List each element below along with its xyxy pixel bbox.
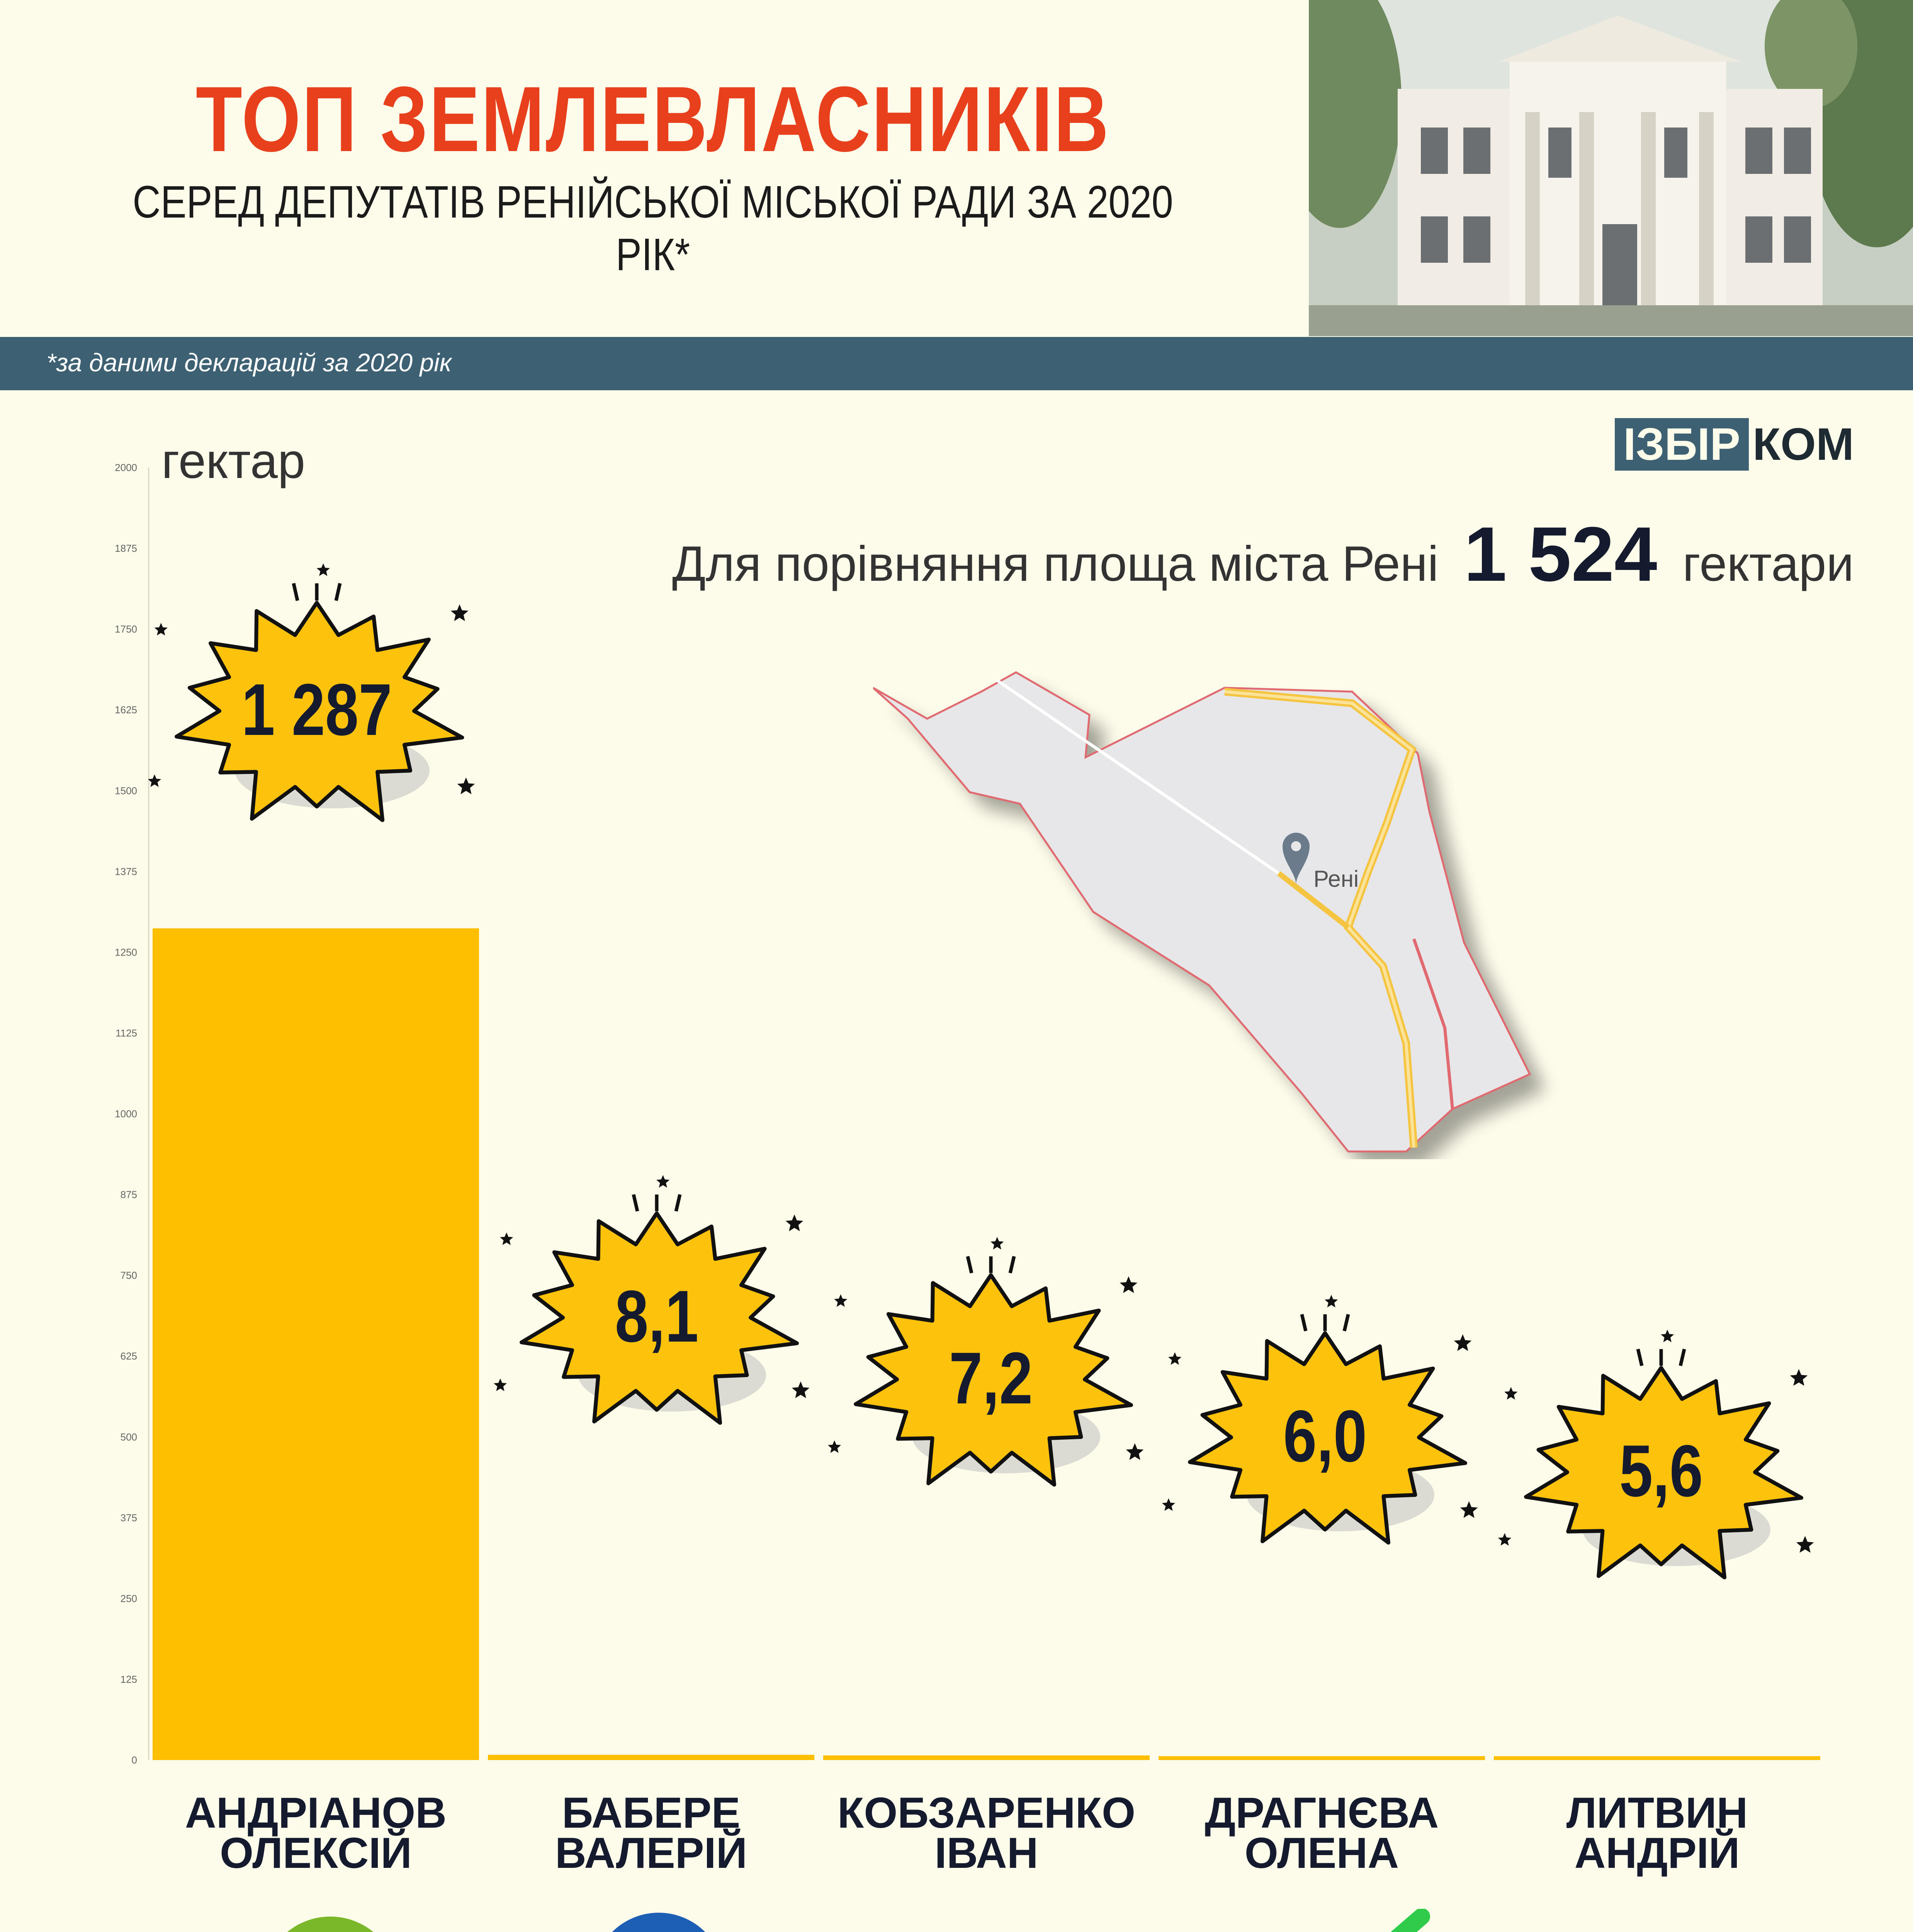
sparkle-icon <box>1504 1387 1517 1400</box>
sparkle-icon <box>494 1379 507 1391</box>
sparkle-icon <box>451 604 469 621</box>
sparkle-icon <box>148 774 161 787</box>
bar <box>1494 1756 1820 1760</box>
y-tick-label: 1875 <box>115 543 137 554</box>
infographic-subtitle: СЕРЕД ДЕПУТАТІВ РЕНІЙСЬКОЇ МІСЬКОЇ РАДИ ЗА 2020 РІК* <box>133 177 1173 280</box>
sparkle-icon <box>1454 1334 1472 1351</box>
category-label-line: ІВАН <box>934 1829 1038 1877</box>
map-city-label: Рені <box>1313 866 1359 892</box>
party-logo-sunflower <box>591 1911 726 1932</box>
bar <box>823 1755 1150 1760</box>
bar <box>1159 1756 1485 1760</box>
sparkle-icon <box>834 1294 847 1307</box>
y-axis-unit-label: гектар <box>161 434 306 489</box>
sparkle-icon <box>1120 1276 1138 1293</box>
party-logo-checkmark <box>1286 1909 1433 1932</box>
category-label-line: БАБЕРЕ ВАЛЕРІЙ <box>555 1789 748 1877</box>
comparison-prefix: Для порівняння площа міста Рені <box>672 536 1439 592</box>
category-label-line: АНДРІАНОВ <box>185 1789 447 1837</box>
sparkle-icon <box>656 1175 669 1188</box>
sparkle-icon <box>1168 1352 1181 1365</box>
bar <box>153 928 479 1760</box>
category-label <box>821 1789 1153 1877</box>
y-tick-label: 1250 <box>115 946 137 958</box>
category-label-line: ОЛЕНА <box>1244 1829 1399 1877</box>
sparkle-icon <box>792 1381 810 1398</box>
category-label <box>1491 1789 1823 1877</box>
comparison-suffix: гектари <box>1682 536 1854 592</box>
logo-part-1: ІЗБІР <box>1615 418 1749 471</box>
y-tick-label: 250 <box>120 1592 137 1604</box>
data-label: 5,6 <box>1619 1430 1703 1512</box>
category-label-line: ДРАГНЄВА <box>1205 1789 1439 1837</box>
sparkle-icon <box>1790 1369 1808 1386</box>
infographic-title: ТОП ЗЕМЛЕВЛАСНИКІВ <box>195 67 1110 171</box>
category-label <box>1156 1789 1488 1877</box>
y-tick-label: 1500 <box>115 785 137 797</box>
y-tick-label: 125 <box>120 1673 137 1685</box>
y-tick-label: 0 <box>131 1754 137 1766</box>
sparkle-icon <box>1162 1498 1175 1511</box>
y-tick-label: 625 <box>120 1350 137 1362</box>
sparkle-icon <box>500 1233 513 1245</box>
category-label-line: ЛИТВИН <box>1566 1789 1748 1837</box>
y-tick-label: 1375 <box>115 866 137 878</box>
sparkle-icon <box>828 1440 841 1453</box>
data-label: 8,1 <box>615 1275 699 1357</box>
sparkle-icon <box>457 777 475 794</box>
y-tick-label: 875 <box>120 1189 137 1201</box>
sparkle-icon <box>786 1214 804 1231</box>
y-tick-label: 375 <box>120 1512 137 1524</box>
y-tick-label: 500 <box>120 1431 137 1443</box>
sparkle-icon <box>155 623 168 636</box>
y-tick-label: 750 <box>120 1269 137 1281</box>
data-label: 6,0 <box>1283 1395 1367 1477</box>
y-tick-label: 2000 <box>115 462 137 473</box>
category-label-line: ОЛЕКСІЙ <box>220 1829 412 1877</box>
category-label <box>485 1789 817 1877</box>
category-label <box>150 1789 482 1877</box>
sparkle-icon <box>1460 1501 1478 1518</box>
sparkle-icon <box>1126 1443 1144 1460</box>
category-label-line: АНДРІЙ <box>1574 1829 1740 1877</box>
y-tick-label: 1125 <box>116 1027 137 1039</box>
logo-part-2: КОМ <box>1753 419 1854 470</box>
category-label-line: КОБЗАРЕНКО <box>837 1789 1136 1837</box>
footnote-text: *за даними декларацій за 2020 рік <box>46 348 452 377</box>
sparkle-icon <box>1796 1536 1814 1553</box>
comparison-value: 1 524 <box>1464 511 1657 597</box>
y-tick-label: 1000 <box>115 1108 137 1120</box>
sparkle-icon <box>317 563 330 576</box>
sparkle-icon <box>1325 1295 1338 1308</box>
sparkle-icon <box>1498 1533 1511 1546</box>
data-label: 7,2 <box>949 1337 1033 1419</box>
y-tick-label: 1750 <box>115 623 137 635</box>
sparkle-icon <box>990 1237 1004 1250</box>
data-label: 1 287 <box>241 668 392 751</box>
bar <box>488 1755 814 1760</box>
sparkle-icon <box>1661 1330 1674 1342</box>
y-tick-label: 1625 <box>115 704 137 716</box>
